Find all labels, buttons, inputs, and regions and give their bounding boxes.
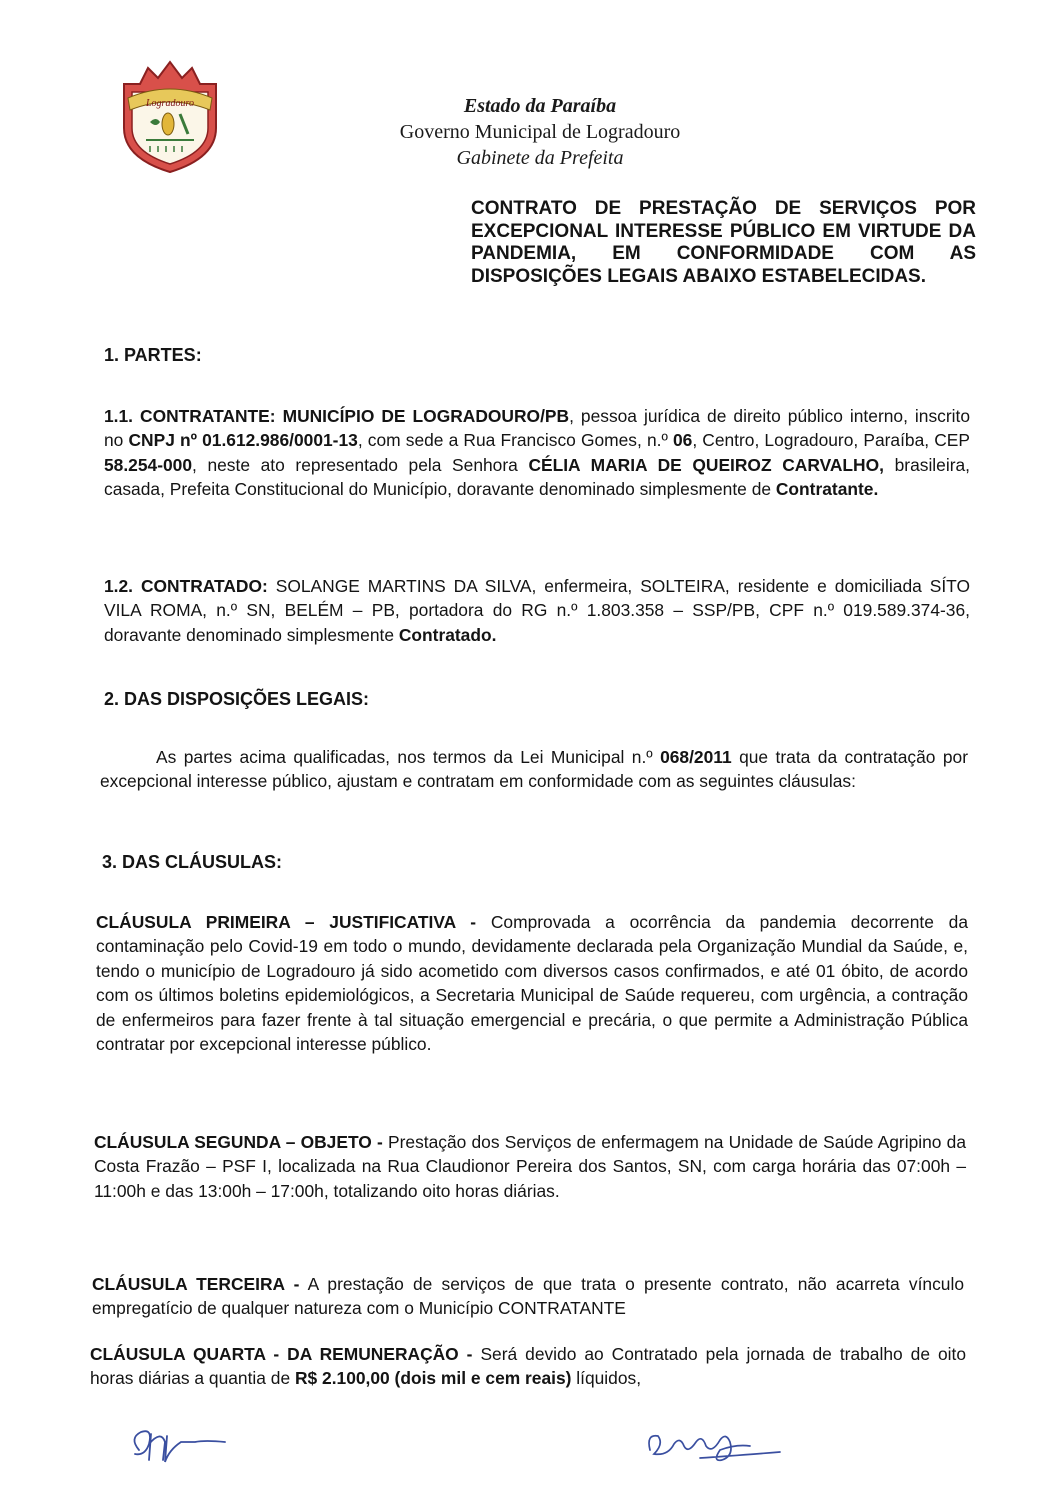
government-name: Governo Municipal de Logradouro — [399, 121, 681, 143]
clause-quarta: CLÁUSULA QUARTA - DA REMUNERAÇÃO - Será devido ao Contratado pela jornada de trabalho de oito horas diárias a quantia de R$ 2.100,00 (dois mil e cem reais) líquidos, — [90, 1344, 966, 1389]
state-name: Estado da Paraíba — [463, 95, 617, 117]
paragraph-disposicoes: As partes acima qualificadas, nos termos da Lei Municipal n.º 068/2011 que trata da contratação por excepcional interesse público, ajustam e contratam em conformidade com as seguintes cláusulas: — [100, 747, 968, 792]
clause-segunda: CLÁUSULA SEGUNDA – OBJETO - Prestação dos Serviços de enfermagem na Unidade de Saúde Agripino da Costa Frazão – PSF I, localizada na Rua Claudionor Pereira dos Santos, SN, com carga horária das 07:00h – 11:00h e das 13:00h – 17:00h, totalizando oito horas diárias. — [94, 1132, 966, 1201]
section-heading-disposicoes: 2. DAS DISPOSIÇÕES LEGAIS: — [104, 689, 370, 709]
handwritten-signature-right — [640, 1420, 790, 1470]
paragraph-contratante: 1.1. CONTRATANTE: MUNICÍPIO DE LOGRADOURO/PB, pessoa jurídica de direito público interno, inscrito no CNPJ nº 01.612.986/0001-13, com sede a Rua Francisco Gomes, n.º 06, Centro, Logradouro, Paraíba, CEP 58.254-000, neste ato representado pela Senhora CÉLIA MARIA DE QUEIROZ CARVALHO, brasileira, casada, Prefeita Constitucional do Município, doravante denominado simplesmente de Contratante. — [104, 406, 970, 500]
municipal-emblem — [110, 58, 230, 176]
letterhead — [370, 93, 710, 171]
section-heading-partes: 1. PARTES: — [104, 345, 202, 365]
emblem-banner-text: Logradouro — [146, 98, 194, 109]
clause-terceira: CLÁUSULA TERCEIRA - A prestação de serviços de que trata o presente contrato, não acarreta vínculo empregatício de qualquer natureza com o Município CONTRATANTE — [92, 1274, 964, 1319]
contract-title: CONTRATO DE PRESTAÇÃO DE SERVIÇOS POR EXCEPCIONAL INTERESSE PÚBLICO EM VIRTUDE DA PANDEMIA, EM CONFORMIDADE COM AS DISPOSIÇÕES LEGAIS ABAIXO ESTABELECIDAS. — [471, 198, 976, 287]
handwritten-initials-left — [125, 1420, 235, 1470]
paragraph-contratado: 1.2. CONTRATADO: SOLANGE MARTINS DA SILVA, enfermeira, SOLTEIRA, residente e domiciliada SÍTO VILA ROMA, n.º SN, BELÉM – PB, portadora do RG n.º 1.803.358 – SSP/PB, CPF n.º 019.589.374-36, doravante denominado simplesmente Contratado. — [104, 576, 970, 645]
cabinet-name: Gabinete da Prefeita — [456, 147, 624, 169]
clause-primeira: CLÁUSULA PRIMEIRA – JUSTIFICATIVA - Comprovada a ocorrência da pandemia decorrente da contaminação pelo Covid-19 em todo o mundo, devidamente declarada pela Organização Mundial da Saúde, e, tendo o município de Logradouro já sido acometido com diversos casos confirmados, e até 01 óbito, de acordo com os últimos boletins epidemiológicos, a Secretaria Municipal de Saúde requereu, com urgência, a contração de enfermeiros para fazer frente à tal situação emergencial e precária, o que permite a Administração Pública contratar por excepcional interesse público. — [96, 912, 968, 1055]
section-heading-clausulas: 3. DAS CLÁUSULAS: — [102, 852, 283, 872]
